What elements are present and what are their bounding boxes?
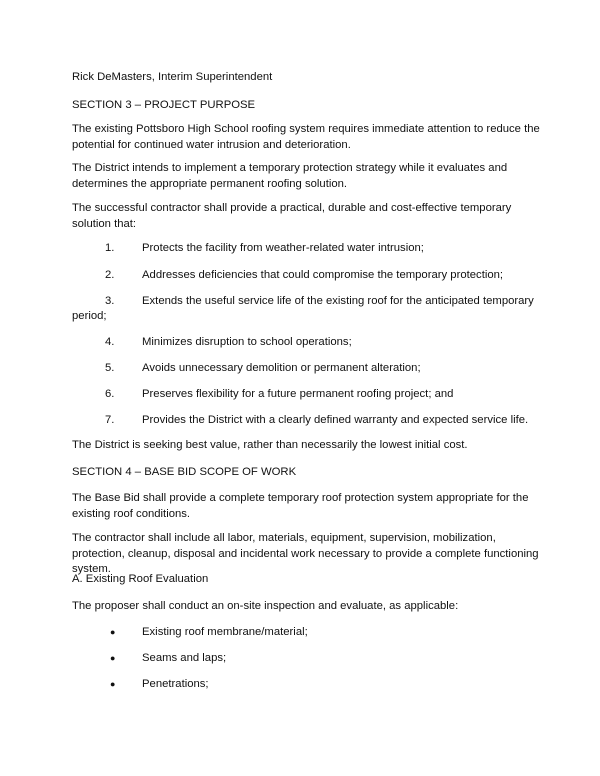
list-item: [72, 625, 542, 641]
section-4-subheading: A. Existing Roof Evaluation: [72, 573, 209, 585]
section-3-paragraph-2: The District intends to implement a temporary protection strategy while it evaluates and determines the appropriate permanent roofing solution.: [72, 162, 508, 190]
list-item: [72, 241, 542, 257]
list-item-text: Provides the District with a clearly defined warranty and expected service life.: [142, 414, 529, 426]
list-item-text: Addresses deficiencies that could compromise the temporary protection;: [142, 269, 504, 281]
section-3-paragraph-3: The successful contractor shall provide a practical, durable and cost-effective temporary solution that:: [72, 202, 512, 230]
section-4-paragraph-3: The proposer shall conduct an on-site inspection and evaluate, as applicable:: [72, 600, 459, 612]
list-item-text: Seams and laps;: [142, 652, 227, 664]
list-item-number: 4.: [105, 336, 115, 348]
list-item: [72, 651, 542, 667]
bullet-icon: ●: [110, 627, 116, 637]
list-item: [72, 387, 542, 403]
bullet-icon: ●: [110, 679, 116, 689]
section-3-paragraph-1: The existing Pottsboro High School roofing system requires immediate attention to reduce the potential for continued water intrusion and deterioration.: [72, 123, 540, 151]
section-3-heading: SECTION 3 – PROJECT PURPOSE: [72, 99, 256, 111]
list-item-text: Penetrations;: [142, 678, 209, 690]
header-line: Rick DeMasters, Interim Superintendent: [72, 71, 273, 83]
list-item-text: Preserves flexibility for a future permanent roofing project; and: [142, 388, 454, 400]
list-item-number: 6.: [105, 388, 115, 400]
bullet-icon: ●: [110, 653, 116, 663]
list-item-text: Existing roof membrane/material;: [142, 626, 308, 638]
list-item: [72, 268, 542, 284]
list-item: [72, 677, 542, 693]
section-4-paragraph-1: The Base Bid shall provide a complete temporary roof protection system appropriate for the existing roof conditions.: [72, 492, 529, 520]
list-item-number: 5.: [105, 362, 115, 374]
list-item: [72, 413, 542, 429]
list-item: [72, 361, 542, 377]
section-4-heading: SECTION 4 – BASE BID SCOPE OF WORK: [72, 466, 297, 478]
list-item-number: 1.: [105, 242, 115, 254]
list-item: [72, 294, 542, 310]
section-3-closing: The District is seeking best value, rather than necessarily the lowest initial cost.: [72, 439, 468, 451]
list-item-number: 2.: [105, 269, 115, 281]
section-4-paragraph-2: The contractor shall include all labor, materials, equipment, supervision, mobilization, protection, cleanup, disposal and incidental work necessary to provide a complete functioning system.: [72, 532, 539, 575]
list-item-number: 3.: [105, 295, 115, 307]
list-item-text: Extends the useful service life of the existing roof for the anticipated temporary: [142, 295, 534, 307]
list-item-number: 7.: [105, 414, 115, 426]
list-item-text: Protects the facility from weather-related water intrusion;: [142, 242, 424, 254]
list-item-text: Minimizes disruption to school operations;: [142, 336, 352, 348]
list-item-text: Avoids unnecessary demolition or permanent alteration;: [142, 362, 421, 374]
list-item-continuation: period;: [72, 310, 107, 322]
list-item: [72, 335, 542, 351]
